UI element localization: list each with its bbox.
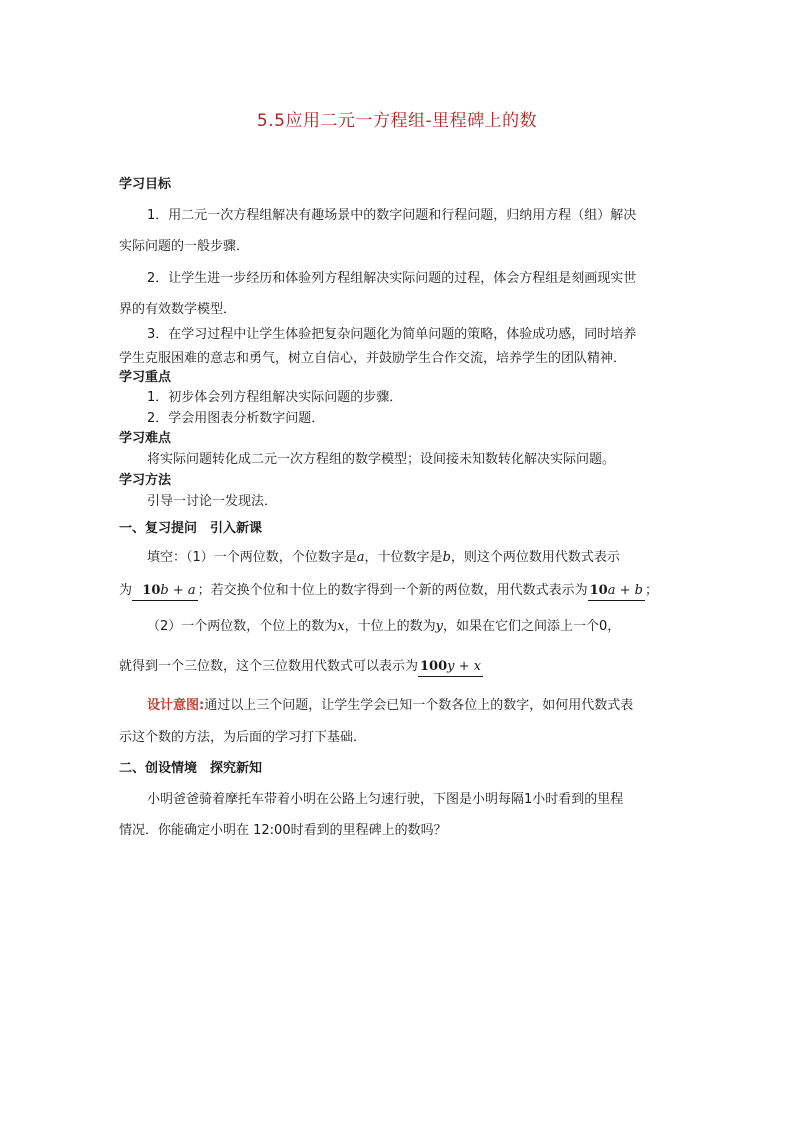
section2-paragraph-line-2: 情况．你能确定小明在 12:00时看到的里程碑上的数吗？	[119, 823, 447, 838]
question-2-line-2	[119, 658, 483, 677]
q2-text-c: ，如果在它们之间添上一个0，	[443, 619, 621, 634]
question-2-line-1	[147, 618, 620, 636]
objective-3-line-1: 3．在学习过程中让学生体验把复杂问题化为简单问题的策略，体验成功感，同时培养	[147, 327, 637, 342]
answer-3-coefficient: 100	[420, 659, 448, 674]
q2-text-d: 就得到一个三位数，这个三位数用代数式可以表示为	[119, 659, 419, 674]
objective-2-line-1: 2．让学生进一步经历和体验列方程组解决实际问题的过程，体会方程组是刻画现实世	[147, 271, 637, 286]
answer-blank-2	[588, 583, 645, 601]
q1-text-a: 填空：（1）一个两位数，个位数字是	[147, 550, 357, 565]
answer-blank-1	[132, 583, 198, 601]
methods-text: 引导一讨论一发现法．	[147, 494, 278, 509]
objective-3-line-2: 学生克服困难的意志和勇气，树立自信心，并鼓励学生合作交流，培养学生的团队精神．	[119, 351, 627, 366]
var-b: b	[442, 550, 451, 565]
key-point-2: 2．学会用图表分析数字问题．	[147, 411, 325, 426]
design-intent-line-2: 示这个数的方法，为后面的学习打下基础．	[119, 730, 367, 745]
answer-2-coefficient: 10	[589, 583, 608, 598]
objectives-heading: 学习目标	[119, 177, 172, 192]
q2-text-a: （2）一个两位数，个位上的数为	[147, 619, 338, 634]
q1-text-d: 为	[119, 583, 133, 598]
answer-2-rest: a + b	[607, 583, 643, 598]
section2-heading: 二、创设情境 探究新知	[119, 761, 263, 776]
key-point-1: 1．初步体会列方程组解决实际问题的步骤．	[147, 390, 403, 405]
design-intent-label: 设计意图:	[147, 698, 205, 713]
design-intent-text-1: 通过以上三个问题，让学生学会已知一个数各位上的数字，如何用代数式表	[204, 698, 634, 713]
answer-blank-3	[418, 659, 483, 677]
answer-1-rest: b + a	[160, 583, 196, 598]
q1-text-c: ，则这个两位数用代数式表示	[450, 550, 620, 565]
q2-text-b: ，十位上的数为	[344, 619, 436, 634]
section2-paragraph-line-1: 小明爸爸骑着摩托车带着小明在公路上匀速行驶，下图是小明每隔1小时看到的里程	[147, 792, 624, 807]
document-title: 5.5应用二元一方程组-里程碑上的数	[256, 111, 538, 131]
question-1-line-1	[147, 549, 620, 567]
q1-text-e: ；若交换个位和十位上的数字得到一个新的两位数，用代数式表示为	[197, 583, 588, 598]
methods-heading: 学习方法	[119, 473, 172, 488]
answer-1-coefficient: 10	[142, 583, 161, 598]
objective-1-line-1: 1．用二元一次方程组解决有趣场景中的数字问题和行程问题，归纳用方程（组）解决	[147, 208, 637, 223]
objective-2-line-2: 界的有效数学模型．	[119, 302, 237, 317]
q1-text-f: ；	[644, 583, 658, 598]
question-1-line-2	[119, 582, 658, 601]
design-intent-line-1	[147, 697, 633, 715]
section1-heading: 一、复习提问 引入新课	[119, 521, 263, 536]
var-a: a	[356, 550, 365, 565]
key-points-heading: 学习重点	[119, 370, 172, 385]
q1-text-b: ，十位数字是	[364, 550, 443, 565]
objective-1-line-2: 实际问题的一般步骤．	[119, 239, 250, 254]
difficulties-text: 将实际问题转化成二元一次方程组的数学模型；设间接未知数转化解决实际问题。	[147, 452, 616, 467]
answer-3-rest: y + x	[447, 659, 481, 674]
var-x: x	[337, 619, 345, 634]
var-y: y	[435, 619, 443, 634]
difficulties-heading: 学习难点	[119, 431, 172, 446]
